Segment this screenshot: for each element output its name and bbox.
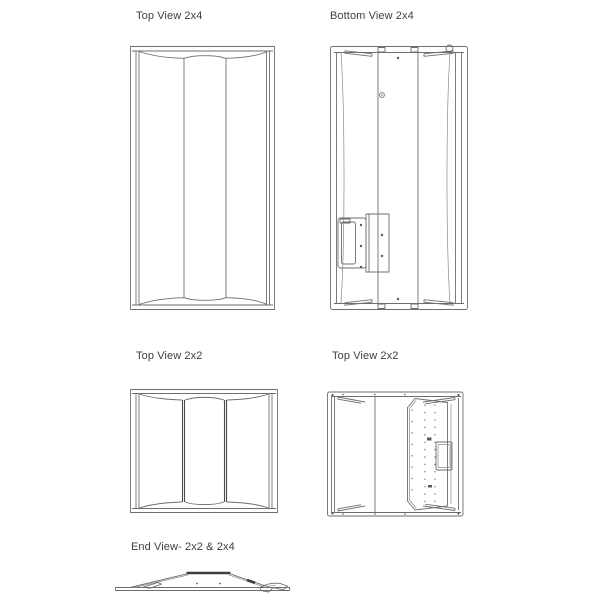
flange-base [116,588,290,591]
fixture-outline [131,47,275,310]
figure-caption-top-view-2x2-gear: Top View 2x2 [332,350,399,362]
bottom-view-2x4-drawing [328,44,470,312]
mounting-bracket-bottom-left [338,505,365,511]
top-view-2x2-gear-drawing [325,389,467,519]
fixture-outline [131,390,278,513]
mounting-bracket-bottom-left [345,300,372,306]
figure-caption-bottom-view-2x4: Bottom View 2x4 [330,10,414,22]
lens-panel-lines [139,394,269,508]
top-view-2x4-drawing [128,44,278,312]
latch-mark [247,580,255,583]
top-view-2x2-drawing [128,387,280,515]
mounting-bracket-top-right [423,398,455,404]
junction-box [338,214,389,272]
center-driver-channel [378,48,418,309]
driver-box [436,442,452,470]
mounting-bracket-bottom-right [424,300,453,306]
figure-caption-top-view-2x2: Top View 2x2 [136,350,203,362]
fixture-outline [331,47,468,310]
housing-profile [130,573,270,588]
end-view-drawing [110,568,295,598]
mounting-bracket-top-left [338,397,365,403]
figure-caption-top-view-2x4: Top View 2x4 [136,10,203,22]
gear-tray [408,399,452,511]
fixture-outline [328,392,464,516]
mounting-bracket-top-left [345,51,372,57]
figure-caption-end-view: End View- 2x2 & 2x4 [131,541,235,553]
lens-panel-lines [139,52,267,305]
